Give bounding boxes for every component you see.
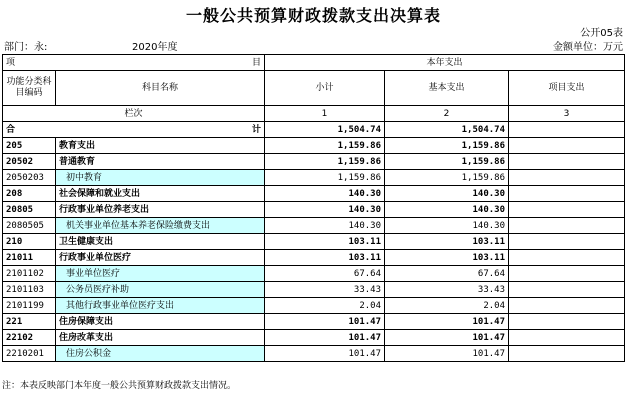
row-code: 20502: [3, 154, 56, 170]
row-project: [509, 154, 625, 170]
row-subtotal: 33.43: [265, 282, 385, 298]
row-code: 205: [3, 138, 56, 154]
row-subtotal: 2.04: [265, 298, 385, 314]
column-order-row: [3, 106, 625, 122]
table-row: [3, 298, 625, 314]
expenditure-table: [2, 54, 625, 362]
row-subject-name: 机关事业单位基本养老保险缴费支出: [56, 218, 265, 234]
row-subtotal: 103.11: [265, 234, 385, 250]
row-subject-name: 公务员医疗补助: [56, 282, 265, 298]
row-project: [509, 202, 625, 218]
total-label-right: 计: [251, 124, 261, 135]
row-subtotal: 103.11: [265, 250, 385, 266]
row-project: [509, 314, 625, 330]
fiscal-year: 2020年度: [132, 42, 178, 53]
row-project: [509, 346, 625, 362]
form-number: 公开05表: [580, 28, 623, 39]
row-code: 210: [3, 234, 56, 250]
row-subject-name: 初中教育: [56, 170, 265, 186]
table-row: [3, 314, 625, 330]
row-basic: 140.30: [385, 186, 509, 202]
row-subtotal: 1,159.86: [265, 138, 385, 154]
row-code: 2210201: [3, 346, 56, 362]
row-project: [509, 186, 625, 202]
footnote: 注：本表反映部门本年度一般公共预算财政拨款支出情况。: [2, 381, 237, 391]
total-row: [3, 122, 625, 138]
header-row-2: [3, 71, 625, 106]
row-basic: 103.11: [385, 234, 509, 250]
table-row: [3, 154, 625, 170]
department-label: 部门：永:: [4, 42, 48, 53]
row-basic: 1,159.86: [385, 170, 509, 186]
table-row: [3, 186, 625, 202]
row-subject-name: 住房公积金: [56, 346, 265, 362]
row-subtotal: 67.64: [265, 266, 385, 282]
row-code: 2101102: [3, 266, 56, 282]
column-order-label: 栏次: [3, 106, 265, 122]
table-row: [3, 170, 625, 186]
row-project: [509, 282, 625, 298]
header-row-1: [3, 55, 625, 71]
table-row: [3, 218, 625, 234]
row-subject-name: 社会保障和就业支出: [56, 186, 265, 202]
row-subtotal: 101.47: [265, 330, 385, 346]
project-header: 项目支出: [509, 71, 625, 106]
subject-name-header: 科目名称: [56, 71, 265, 106]
table-row: [3, 234, 625, 250]
row-code: 22102: [3, 330, 56, 346]
row-basic: 101.47: [385, 314, 509, 330]
row-subtotal: 140.30: [265, 202, 385, 218]
row-subject-name: 住房保障支出: [56, 314, 265, 330]
col-1-number: 1: [265, 106, 385, 122]
row-project: [509, 266, 625, 282]
table-row: [3, 282, 625, 298]
row-subtotal: 140.30: [265, 186, 385, 202]
total-subtotal: 1,504.74: [265, 122, 385, 138]
row-basic: 101.47: [385, 330, 509, 346]
row-project: [509, 218, 625, 234]
row-basic: 2.04: [385, 298, 509, 314]
row-code: 20805: [3, 202, 56, 218]
report-title: 一般公共预算财政拨款支出决算表: [185, 6, 441, 25]
row-basic: 101.47: [385, 346, 509, 362]
row-subject-name: 行政事业单位养老支出: [56, 202, 265, 218]
row-project: [509, 138, 625, 154]
table-row: [3, 330, 625, 346]
row-project: [509, 330, 625, 346]
table-row: [3, 202, 625, 218]
table-row: [3, 250, 625, 266]
func-code-header: 功能分类科目编码: [3, 71, 56, 106]
row-basic: 140.30: [385, 218, 509, 234]
row-project: [509, 250, 625, 266]
row-subject-name: 卫生健康支出: [56, 234, 265, 250]
row-subtotal: 101.47: [265, 346, 385, 362]
col-3-number: 3: [509, 106, 625, 122]
row-basic: 140.30: [385, 202, 509, 218]
item-header-cell: [3, 55, 265, 71]
row-code: 2101199: [3, 298, 56, 314]
row-subtotal: 140.30: [265, 218, 385, 234]
row-subject-name: 普通教育: [56, 154, 265, 170]
current-expenditure-header: 本年支出: [265, 55, 625, 71]
total-basic: 1,504.74: [385, 122, 509, 138]
row-project: [509, 234, 625, 250]
col-2-number: 2: [385, 106, 509, 122]
amount-unit: 金额单位：万元: [553, 42, 623, 53]
row-code: 208: [3, 186, 56, 202]
row-basic: 1,159.86: [385, 154, 509, 170]
table-row: [3, 346, 625, 362]
row-subject-name: 事业单位医疗: [56, 266, 265, 282]
row-code: 2080505: [3, 218, 56, 234]
row-basic: 67.64: [385, 266, 509, 282]
row-subtotal: 1,159.86: [265, 170, 385, 186]
row-subject-name: 其他行政事业单位医疗支出: [56, 298, 265, 314]
row-project: [509, 298, 625, 314]
row-code: 221: [3, 314, 56, 330]
row-subject-name: 教育支出: [56, 138, 265, 154]
basic-header: 基本支出: [385, 71, 509, 106]
total-project: [509, 122, 625, 138]
subtotal-header: 小计: [265, 71, 385, 106]
row-subtotal: 1,159.86: [265, 154, 385, 170]
row-subject-name: 住房改革支出: [56, 330, 265, 346]
row-code: 2050203: [3, 170, 56, 186]
total-label-cell: [3, 122, 265, 138]
row-basic: 33.43: [385, 282, 509, 298]
row-subject-name: 行政事业单位医疗: [56, 250, 265, 266]
row-code: 2101103: [3, 282, 56, 298]
table-row: [3, 266, 625, 282]
row-subtotal: 101.47: [265, 314, 385, 330]
item-header-right: 目: [251, 57, 261, 68]
row-basic: 1,159.86: [385, 138, 509, 154]
row-project: [509, 170, 625, 186]
row-code: 21011: [3, 250, 56, 266]
table-row: [3, 138, 625, 154]
item-header-left: 项: [6, 57, 16, 68]
total-label-left: 合: [6, 124, 16, 135]
row-basic: 103.11: [385, 250, 509, 266]
